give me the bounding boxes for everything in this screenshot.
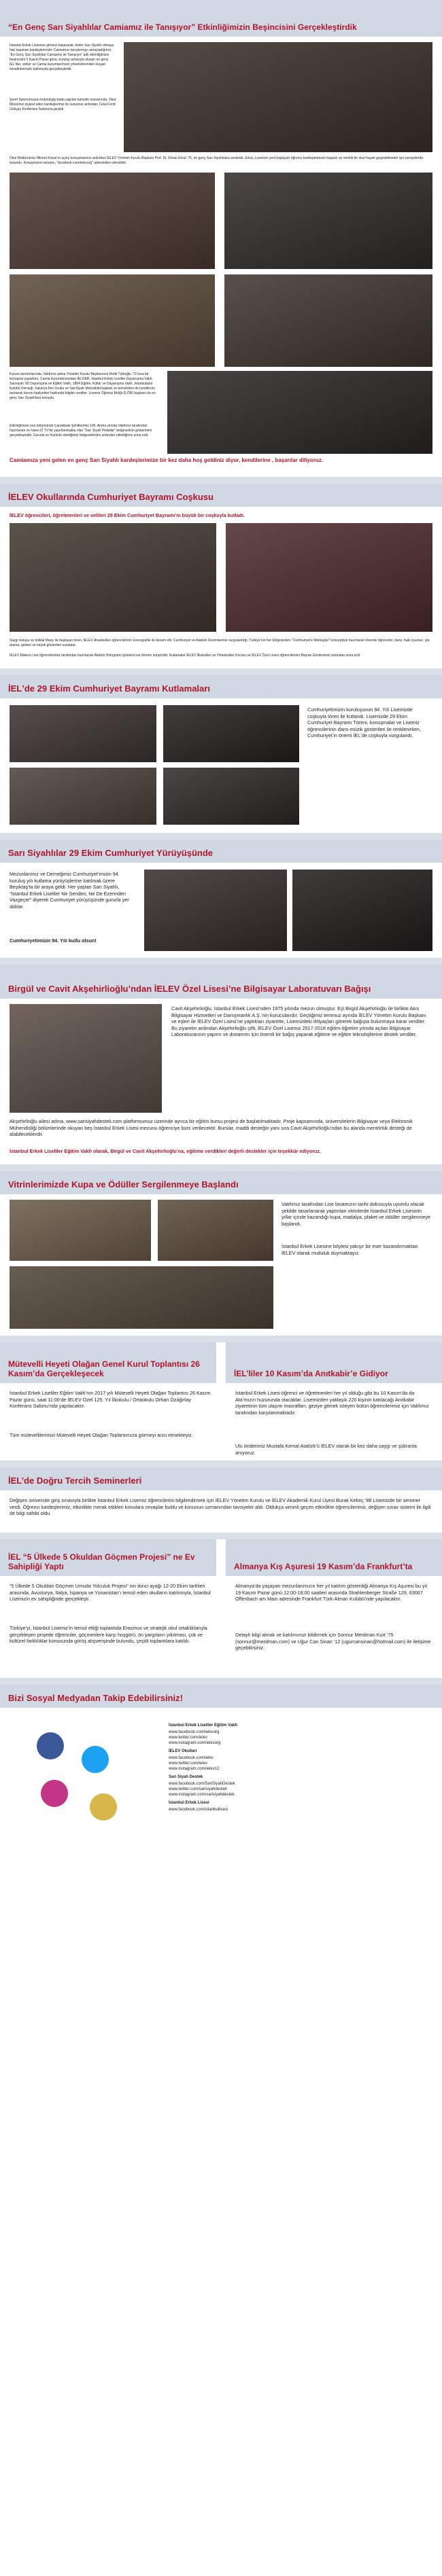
closing-text: Cumhuriyetimizin 94. Yılı kutlu olsun! xyxy=(10,937,97,944)
paragraph: Türkiye’yi, İstanbul Lisemiz’in temsil ettiği toplantıda Erasmus ve stratejik okul ortaklıklarıyla gerçekleşen projede öğrenciler, göçmenlere karşı hoşgörü, ön yargıların yıkılması, çok ve kültürel farklılıklar konusunda görüş alışverişinde bulundu, çeşitli toplantılara katıldı. xyxy=(10,1625,207,1644)
paragraph: Şeref Salonumuzun bulunduğu katta yapılan kahvaltı sonrasında, Okul Müzemizi ziyaret eden kardeşlerimiz ile sunumun ardından Celal Ferdi Gökçay Konferans Salonuna geçildi. xyxy=(10,98,116,111)
photo-students xyxy=(10,705,156,762)
paragraph: Değişen üniversite giriş sınavıyla birlikte İstanbul Erkek Lisemiz öğrencilerini bilgilendirmek için İELEV Yönetim Kurulu ve İELEV Akademik Kurul Üyesi Burak Kekeç ‘88 Lisemizde bir seminer verdi. Öğrenci kardeşlerimiz, etkinlikte merak ettikleri konulara cevaplar buldu ve konunun uzmanından tavsiyeler aldı. Oldukça verimli geçen etkinlikte öğrencilerimiz, değişen sınav sistemi ile ilgili de bilgi sahibi oldu. xyxy=(10,1497,431,1516)
photo-speaker xyxy=(224,173,432,269)
social-group-name: İELEV Okulları xyxy=(169,1749,197,1753)
photo-showcase xyxy=(10,1266,273,1329)
section-title: İELʼde 29 Ekim Cumhuriyet Bayramı Kutlamaları xyxy=(8,683,210,694)
section-header xyxy=(0,965,442,999)
avatar-icon xyxy=(90,1793,117,1821)
section-header xyxy=(0,1685,442,1708)
photo-performance xyxy=(163,768,299,825)
section-header xyxy=(226,1342,442,1383)
paragraph: İstanbul Erkek Lisemize girmeyi başararak, bizler Sarı Siyahlı olmaya hak kazanan kardeşlerimizle Camiamızı tanıştırmayı amaçladığımız “En Genç Sarı Siyahlılar Camiamız ile Tanışıyor” adlı etkinliğimizin beşincisini 5 Kasım Pazar günü, kuruluş amacıyla oluşan en genç İELʼliler, veliler ve Camia kurumlarımızın yöneticilerinden oluşan misafirlerimizle katılımıyla gerçekleştirdik. xyxy=(10,43,114,71)
social-link[interactable]: www.instagram.com/sarisiyahdestek xyxy=(169,1793,235,1797)
closing-text: Camiamıza yeni gelen en genç Sarı Siyahlı kardeşlerimize bir kez daha hoş geldiniz diyor, kendilerine , başarılar diliyoruz. xyxy=(10,457,324,463)
social-group-name: İstanbul Erkek Lisesi xyxy=(169,1801,209,1805)
divider xyxy=(0,1336,442,1342)
paragraph: İstanbul Erkek Lisesi öğrenci ve öğretmenleri her yıl olduğu gibi bu 10 Kasım’da da Ata’mızın huzurunda olacaklar. Lisemizden yaklaşık 220 kişinin katılacağı Anıtkabir ziyaretinin tüm ulaşım masrafları, geziye gitmek isteyen bütün öğrencilerimiz için Vakfımız tarafından karşılanmaktadır. xyxy=(235,1390,429,1416)
section-header xyxy=(0,840,442,863)
social-link[interactable]: www.facebook.com/ielevorg xyxy=(169,1730,220,1734)
paragraph: Mezunlarımız ve Derneğimiz Cumhuriyet’imizin 94. kuruluş yılı kutlama yürüyüşlerine katılmak üzere Beşiktaş’ta bir araya geldi. Her yaştan Sarı Siyahlı, “İstanbul Erkek Liseliler Ne Senden, Ne De Ezerinden Vazgeçer” diyerek Cumhuriyet yürüyüşünde gururla yer aldılar. xyxy=(10,871,129,910)
social-link[interactable]: www.instagram.com/ielevorg xyxy=(169,1741,221,1745)
paragraph: Cavit Akşehirlioğlu, İstanbul Erkek Lisesi’nden 1975 yılında mezun olmuştur. Eşi Birgül Akşehirlioğlu ile birlikte Akıs Bilgisayar Hizmetleri ve Danışmanlık A.Ş.’nin kurucularıdır. Geçtiğimiz temmuz ayında İELEV Yönetim Kurulu Başkanı ve eşleri ile İELEV Özel Lisesi’ne yaptıkları ziyarette, Lisemizdeki ihtiyaçları görerek bağışta bulunmaya karar verdiler. Bu ziyaretin ardından Akşehirlioğlu çifti, İELEV Özel Lisemiz 2017-2018 eğitim-öğretim yılında açılan Bilgisayar Laboratuvarının yapımı ve donanımı için önemli bir bağış yaparak eğitime ve eğitim teknolojilerine destek verdiler. xyxy=(171,1005,426,1037)
paragraph: “5 Ülkede 5 Okuldan Göçmen Umuda Yolculuk Projesi” nin ikinci ayağı 12-20 Ekim tarihleri arasında, Avusturya, İtalya, İspanya ve Yunanistan’ı temsil eden okulların katılımıyla, İstanbul Lisemizin ev sahipliğinde gerçekleşti. xyxy=(10,1583,211,1602)
photo-trophy-case xyxy=(10,1200,151,1261)
divider xyxy=(0,477,442,484)
section-title: İEL’liler 10 Kasım’da Anıtkabir’e Gidiyor xyxy=(234,1369,388,1378)
divider xyxy=(0,1461,442,1467)
section-title: Mütevelli Heyeti Olağan Genel Kurul Toplantısı 26 Kasım’da Gerçekleşecek xyxy=(8,1359,200,1378)
section-header xyxy=(0,1171,442,1194)
section-title: “En Genç Sarı Siyahlılar Camiamız ile Tanışıyor” Etkinliğimizin Beşincisini Gerçekleştirdik xyxy=(8,22,357,32)
paragraph: Cumhuriyetimizin kuruluşunun 94. Yılı Lisemizde coşkuyla tören ile kutlandı. Lisemizde 29 Ekim Cumhuriyet Bayramı Töreni, konuşmalar ve Lisemiz öğrencilerinin dans-müzik gösterileri ile renklenirken, Cumhuriyetʼin önemi İELʼde coşkuyla vurgulandı. xyxy=(307,706,421,738)
social-link[interactable]: www.twitter.com/sarisiyahdestek xyxy=(169,1787,228,1791)
social-icons-cluster xyxy=(27,1725,150,1841)
section-header xyxy=(0,484,442,507)
photo-dance xyxy=(163,705,299,762)
section-title: Sarı Siyahlılar 29 Ekim Cumhuriyet Yürüyüşünde xyxy=(8,848,214,858)
social-group-name: Sarı Siyah Destek xyxy=(169,1775,203,1779)
social-link[interactable]: www.twitter.com/ielev xyxy=(169,1761,208,1766)
paragraph: Kurum tanıtımlarında, Vakfımız adına Yönetim Kurulu Başkanımız Refik Türkoğlu ‘72 kısa bir konuşma yaparken, Camia kurumlarımızdan İELDER, İstanbul Erkek Liseliler Dayanışma Vakfı, Sarısiyah ‘65 Dayanışma ve Eğitim Vakfı, 1884 Eğitim, Kültür ve Dayanışma Vakfı, İstanbulspor Kulübü Derneği, Sakarya İleri Grubu ve SarıSiyah Motosiklet başkan ve temsilcileri de kendilerini tanıtarak kurum faaliyetleri hakkında bilgiler verdiler. Lisemiz Öğrenci Birliği (İLÖB) başkanı da en genç Sarı Siyahlılara konuştu. xyxy=(10,372,156,400)
divider xyxy=(0,1533,442,1539)
social-links xyxy=(169,1723,432,1812)
paragraph: İstanbul Erkek Liseliler Eğitim Vakfı’nın 2017 yılı Mütevelli Heyeti Olağan Toplantısı 26 Kasım Pazar günü, saat 11:00’de İELEV Özel 125. Yıl İlkokulu / Ortaokulu Orhan Özağırlay Konferans Salonu’nda yapılacaktır. xyxy=(10,1390,211,1409)
photo-documentary xyxy=(167,371,432,454)
divider xyxy=(0,1164,442,1171)
section-header xyxy=(226,1539,442,1576)
paragraph: Saygı duruşu ve İstiklal Marşı ile başlayan tören, İELEV Anaokulları öğrencilerinin koreografisi ile devam etti. Cumhuriyet ve Atatürk Devrimlerinin vurgulandığı, Türkiyeʼnin her bölgesinden “Cumhuriyetʼe Mektuplar” konseptiyle hazırlanan törende öğrenciler, dans, halk oyunları, şiir, drama, gösteri ve müzik gösterileri sundular. xyxy=(10,639,430,647)
social-link[interactable]: www.facebook.com/istanbullisesi xyxy=(169,1808,228,1812)
section-header xyxy=(0,675,442,698)
section-title: İEL “5 Ülkede 5 Okuldan Göçmen Projesi” ne Ev Sahipliği Yaptı xyxy=(8,1552,195,1571)
section-title: Birgül ve Cavit Akşehirlioğlu’ndan İELEV Özel Lisesi’ne Bilgisayar Laboratuvarı Bağışı xyxy=(8,984,371,994)
paragraph: Almanya’da yaşayan mezunlarımızın her yıl katılım gösterdiği Almanya Kış Aşuresi bu yıl 19 Kasım Pazar günü 12:00-18:00 saatleri arasında Strahlenberger Straße 129, 63067 Offenbach am Main adresinde Frankfurt Türk-Alman Kulübü’nde yapılacaktır. xyxy=(235,1583,428,1602)
photo-donors xyxy=(10,1004,162,1113)
divider xyxy=(0,1678,442,1685)
section-title: Almanya Kış Aşuresi 19 Kasım’da Frankfurt’ta xyxy=(234,1562,413,1571)
paragraph: İELEV Makers Lise öğrencilerimiz tarafından hazırlanan Atatürk Hologramı gösterisi ise törenin sürprizidir. Kutlamalar İELEV İlkokulları ve Ortaokulları Korosu ve İELEV Özel Lisesi öğrencilerinin Bayrak Gösterisinin ardından sona erdi. xyxy=(10,654,361,658)
photo-museum xyxy=(224,274,432,367)
closing-text: İstanbul Erkek Liseliler Eğitim Vakfı olarak, Birgül ve Cavit Akşehirlioğlu’na, eğitime verdikleri değerli destekler için teşekkür ediyoruz. xyxy=(10,1148,321,1154)
paragraph: Ulu önderimiz Mustafa Kemal Atatürk’ü İELEV olarak bir kez daha saygı ve şükranla anıyoruz. xyxy=(235,1443,417,1456)
social-link[interactable]: www.facebook.com/ielev xyxy=(169,1756,214,1760)
paragraph: Etkinliğimizin son bölümünde Çanakkale Şehitlerimiz 100. Anma yılında Vakfımız tarafından hazırlanan ve halen İZ TVʼde yayınlanmakta olan “Sarı Siyah Pedallar” belgeselinin gösterimini gerçekleştirdik. Gururla ve hüzünle izlediğimiz belgeselimizin ardından etkinliğimiz sona erdi. xyxy=(10,424,152,437)
section-header xyxy=(0,1342,216,1383)
section-title: Vitrinlerimizde Kupa ve Ödüller Sergilenmeye Başlandı xyxy=(8,1179,239,1189)
photo-hall xyxy=(10,768,156,825)
photo-march xyxy=(144,870,287,951)
photo-trophy-detail xyxy=(158,1200,273,1261)
photo-stage xyxy=(226,523,432,632)
photo-breakfast xyxy=(10,274,215,367)
divider xyxy=(0,958,442,965)
photo-event-hall xyxy=(124,42,432,152)
social-group-name: İstanbul Erkek Liseliler Eğitim Vakfı xyxy=(169,1723,238,1728)
facebook-icon xyxy=(37,1732,64,1759)
photo-audience xyxy=(10,173,215,269)
paragraph: Okul Müdürümüz Hikmet Konarʼın açılış konuşmasının ardından İELEV Yönetim Kurulu Başkanı Prof. Dr. Erhan Erkut ‘75, en genç Sarı Siyahlılara seslendi. Erkut, Lisemize yeni başlayan öğrenci kardeşlerimizin başarılı ve verimli bir okul hayatı geçirebilmeleri için tavsiyelerde bulundu. Konuşmanın tamamı, “facebook.com/ielevorg” adresinden izlenebilir. xyxy=(10,156,424,165)
section-title: İEL’de Doğru Tercih Seminerleri xyxy=(8,1475,142,1486)
section-header xyxy=(0,1539,216,1576)
social-title: Bizi Sosyal Medyadan Takip Edebilirsiniz! xyxy=(8,1693,183,1703)
photo-ceremony xyxy=(10,523,216,632)
paragraph: Tüm mütevellilerimizi Mütevelli Heyeti Olağan Toplantımıza görmeyi arzu etmekteyiz. xyxy=(10,1432,193,1438)
twitter-icon xyxy=(82,1746,109,1773)
paragraph: Akşehirlioğlu ailesi adına, www.sarisiyahdestek.com platformumuz üzerinde ayrıca bir eğitim bursu projesi de başlatılmaktadır. Proje kapsamında, üniversitelerin Bilgisayar veya Elektronik Mühendisliği bölümlerinde okuyan beş İstanbul Erkek Lisesi mezunu öğrenciye burs verilecektir. Burslar, maddi desteğin yanı sıra Cavit Akşehirlioğlu’ndan bu alanda mentörlük desteği de alabileceklerdir. xyxy=(10,1118,413,1137)
paragraph: Detaylı bilgi almak ve katılımınızı bildirmek için Sonnur Merdman Kurt ‘75 (sonnur@merdman.com) ve Uğur Can Sinan ’12 (ugurcansinan@hotmail.com) ile iletişime geçebilirsiniz. xyxy=(235,1632,431,1651)
divider xyxy=(0,668,442,675)
photo-banner xyxy=(292,870,432,951)
social-link[interactable]: www.facebook.com/SariSiyahDestek xyxy=(169,1782,235,1786)
section-header xyxy=(0,0,442,37)
paragraph: Vakfımız tarafından Lise binamızın tarihi dokusuyla uyumlu olacak şekilde tasarlanarak yaptırılan vitrinlerde İstanbul Erkek Lisesinin yıllar içinde kazandığı kupa, madalya, plaket ve ödüller sergilenmeye başlandı. xyxy=(282,1201,430,1227)
section-title: İELEV Okullarında Cumhuriyet Bayramı Coşkusu xyxy=(8,492,214,502)
social-link[interactable]: www.instagram.com/ielev12 xyxy=(169,1767,220,1771)
lead-text: İELEV öğrencileri, öğretmenleri ve velileri 29 Ekim Cumhuriyet Bayramıʼnı büyük bir coşkuyla kutladı. xyxy=(10,512,245,518)
section-header xyxy=(0,1467,442,1490)
instagram-icon xyxy=(41,1780,68,1807)
paragraph: İstanbul Erkek Lisesine böylesi yakışır bir eser kazandırmaktan İELEV olarak mutluluk duymaktayız. xyxy=(282,1243,418,1256)
social-link[interactable]: www.twitter.com/ielev xyxy=(169,1736,208,1740)
divider xyxy=(0,833,442,840)
